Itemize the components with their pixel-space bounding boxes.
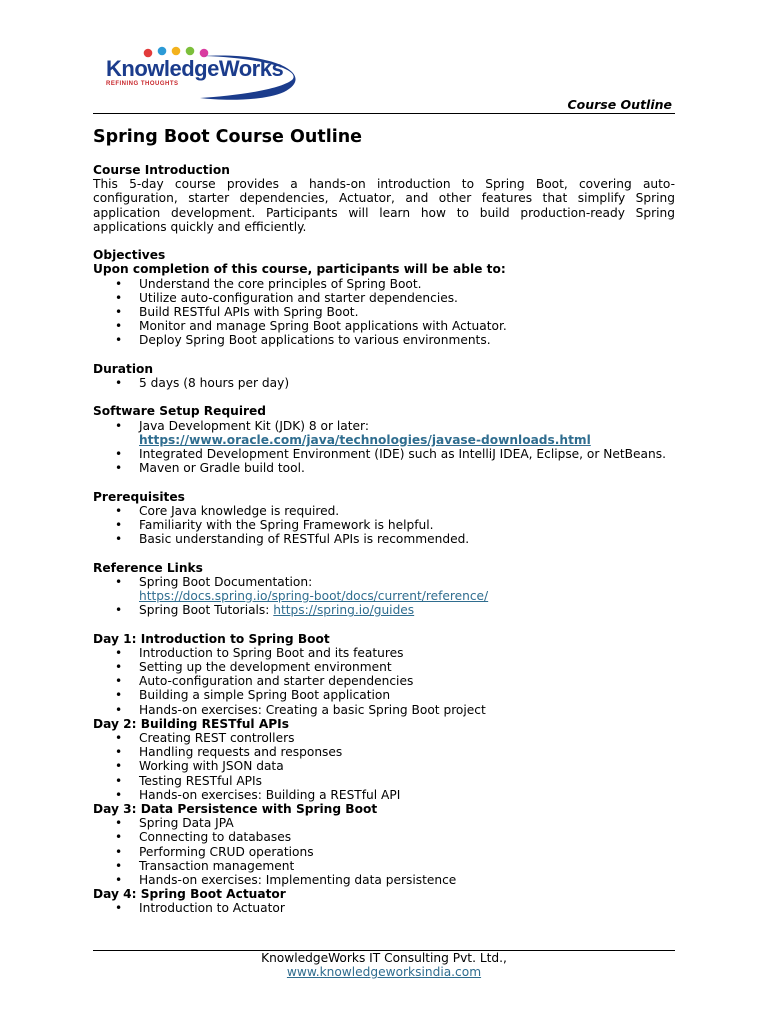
- list-item: • Auto-configuration and starter dependencies: [93, 674, 675, 688]
- day1-heading: Day 1: Introduction to Spring Boot: [93, 631, 330, 646]
- list-item-tutorials: [93, 603, 675, 617]
- list-item: • Introduction to Spring Boot and its features: [93, 646, 675, 660]
- docs-link[interactable]: https://docs.spring.io/spring-boot/docs/current/reference/: [139, 589, 489, 604]
- docs-text: Spring Boot Documentation:: [139, 574, 313, 589]
- company-logo: [104, 44, 309, 102]
- duration-heading: Duration: [93, 361, 154, 376]
- header-label: Course Outline: [567, 97, 672, 112]
- tutorials-link[interactable]: https://spring.io/guides: [273, 603, 415, 618]
- software-list: [93, 419, 675, 476]
- jdk-text: Java Development Kit (JDK) 8 or later:: [139, 418, 369, 433]
- day2-heading: Day 2: Building RESTful APIs: [93, 716, 289, 731]
- list-item: • Core Java knowledge is required.: [93, 504, 675, 518]
- day4-list: [93, 901, 675, 915]
- list-item: • 5 days (8 hours per day): [93, 376, 675, 390]
- list-item: • Introduction to Actuator: [93, 901, 675, 915]
- list-item: • Deploy Spring Boot applications to various environments.: [93, 333, 675, 347]
- list-item: • Hands-on exercises: Implementing data persistence: [93, 873, 675, 887]
- day3-list: [93, 816, 675, 887]
- footer-company: KnowledgeWorks IT Consulting Pvt. Ltd.,: [261, 951, 507, 965]
- logo-wordmark: KnowledgeWorks: [106, 56, 284, 81]
- logo-tagline: REFINING THOUGHTS: [106, 81, 179, 87]
- document-body: [93, 125, 675, 916]
- intro-paragraph: This 5-day course provides a hands-on introduction to Spring Boot, covering auto-configuration, starter dependencies, Actuator, and other features that simplify Spring application development. Participants will learn how to build production-ready Spring applications quickly and efficiently.: [93, 177, 675, 234]
- jdk-download-link[interactable]: https://www.oracle.com/java/technologies/javase-downloads.html: [139, 432, 591, 447]
- day2-list: [93, 731, 675, 802]
- list-item: • Build RESTful APIs with Spring Boot.: [93, 305, 675, 319]
- page-title: Spring Boot Course Outline: [93, 127, 363, 147]
- list-item: • Monitor and manage Spring Boot applications with Actuator.: [93, 319, 675, 333]
- day4-heading: Day 4: Spring Boot Actuator: [93, 887, 286, 902]
- day1-list: [93, 646, 675, 717]
- list-item: • Working with JSON data: [93, 759, 675, 773]
- list-item: • Performing CRUD operations: [93, 845, 675, 859]
- list-item: • Building a simple Spring Boot application: [93, 688, 675, 702]
- header-divider: [93, 113, 675, 114]
- list-item: • Creating REST controllers: [93, 731, 675, 745]
- objectives-heading: Objectives: [93, 248, 166, 263]
- prerequisites-list: [93, 504, 675, 547]
- list-item: • Utilize auto-configuration and starter dependencies.: [93, 291, 675, 305]
- software-heading: Software Setup Required: [93, 404, 267, 419]
- list-item-jdk: [93, 419, 675, 447]
- page-footer: [93, 951, 675, 979]
- list-item-docs: [93, 575, 675, 603]
- list-item: • Handling requests and responses: [93, 745, 675, 759]
- footer-website-link[interactable]: www.knowledgeworksindia.com: [286, 965, 482, 980]
- prerequisites-heading: Prerequisites: [93, 489, 185, 504]
- list-item: • Hands-on exercises: Building a RESTful API: [93, 788, 675, 802]
- logo-dot: [186, 47, 195, 56]
- references-heading: Reference Links: [93, 560, 203, 575]
- list-item: • Setting up the development environment: [93, 660, 675, 674]
- list-item: • Understand the core principles of Spring Boot.: [93, 277, 675, 291]
- list-item: • Hands-on exercises: Creating a basic Spring Boot project: [93, 703, 675, 717]
- list-item: • Familiarity with the Spring Framework is helpful.: [93, 518, 675, 532]
- list-item-build: • Maven or Gradle build tool.: [93, 461, 675, 475]
- references-list: [93, 575, 675, 618]
- list-item: • Transaction management: [93, 859, 675, 873]
- list-item: • Spring Data JPA: [93, 816, 675, 830]
- logo-dot: [158, 47, 167, 56]
- intro-heading: Course Introduction: [93, 163, 230, 177]
- objectives-list: [93, 277, 675, 348]
- day3-heading: Day 3: Data Persistence with Spring Boot: [93, 802, 378, 817]
- list-item: • Basic understanding of RESTful APIs is recommended.: [93, 532, 675, 546]
- list-item-ide: • Integrated Development Environment (IDE) such as IntelliJ IDEA, Eclipse, or NetBeans.: [93, 447, 675, 461]
- list-item: • Testing RESTful APIs: [93, 774, 675, 788]
- tutorials-text: Spring Boot Tutorials:: [139, 603, 274, 618]
- list-item: • Connecting to databases: [93, 830, 675, 844]
- objectives-subheading: Upon completion of this course, participants will be able to:: [93, 262, 506, 277]
- duration-list: [93, 376, 675, 390]
- logo-dot: [172, 47, 181, 56]
